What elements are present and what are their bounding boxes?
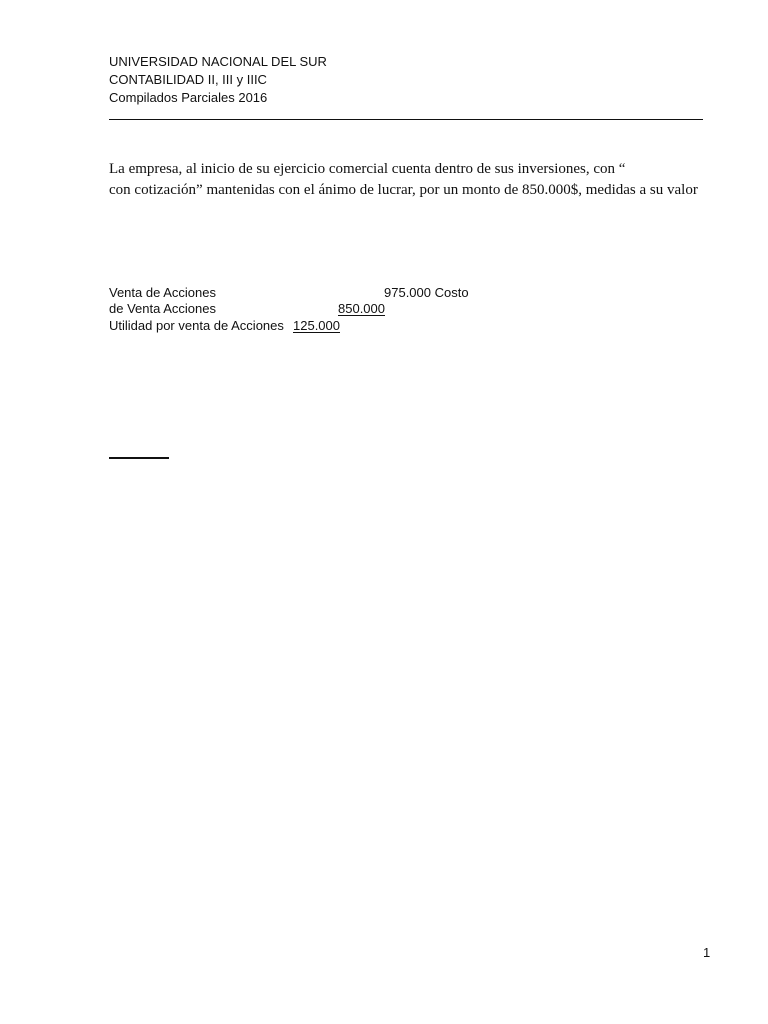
page-number: 1 xyxy=(703,945,711,960)
university-name: UNIVERSIDAD NACIONAL DEL SUR xyxy=(109,54,327,69)
calc-row-3-label: Utilidad por venta de Acciones xyxy=(109,318,284,333)
paragraph-line-1: La empresa, al inicio de su ejercicio comercial cuenta dentro de sus inversiones, con “ xyxy=(109,161,626,177)
paragraph-line-2: con cotización” mantenidas con el ánimo de lucrar, por un monto de 850.000$, medidas a su valor xyxy=(109,182,698,198)
header-divider xyxy=(109,119,703,120)
calc-row-2-value: 850.000 xyxy=(338,301,385,316)
short-divider xyxy=(109,457,169,459)
calc-row-1-label: Venta de Acciones xyxy=(109,285,216,300)
problem-paragraph xyxy=(109,159,698,201)
calc-row-3-value: 125.000 xyxy=(293,318,340,333)
calc-row-2-label: de Venta Acciones xyxy=(109,301,216,316)
document-header xyxy=(109,53,327,107)
calc-row-1-value: 975.000 Costo xyxy=(384,285,469,300)
course-name: CONTABILIDAD II, III y IIIC xyxy=(109,72,267,87)
document-subtitle: Compilados Parciales 2016 xyxy=(109,90,268,105)
